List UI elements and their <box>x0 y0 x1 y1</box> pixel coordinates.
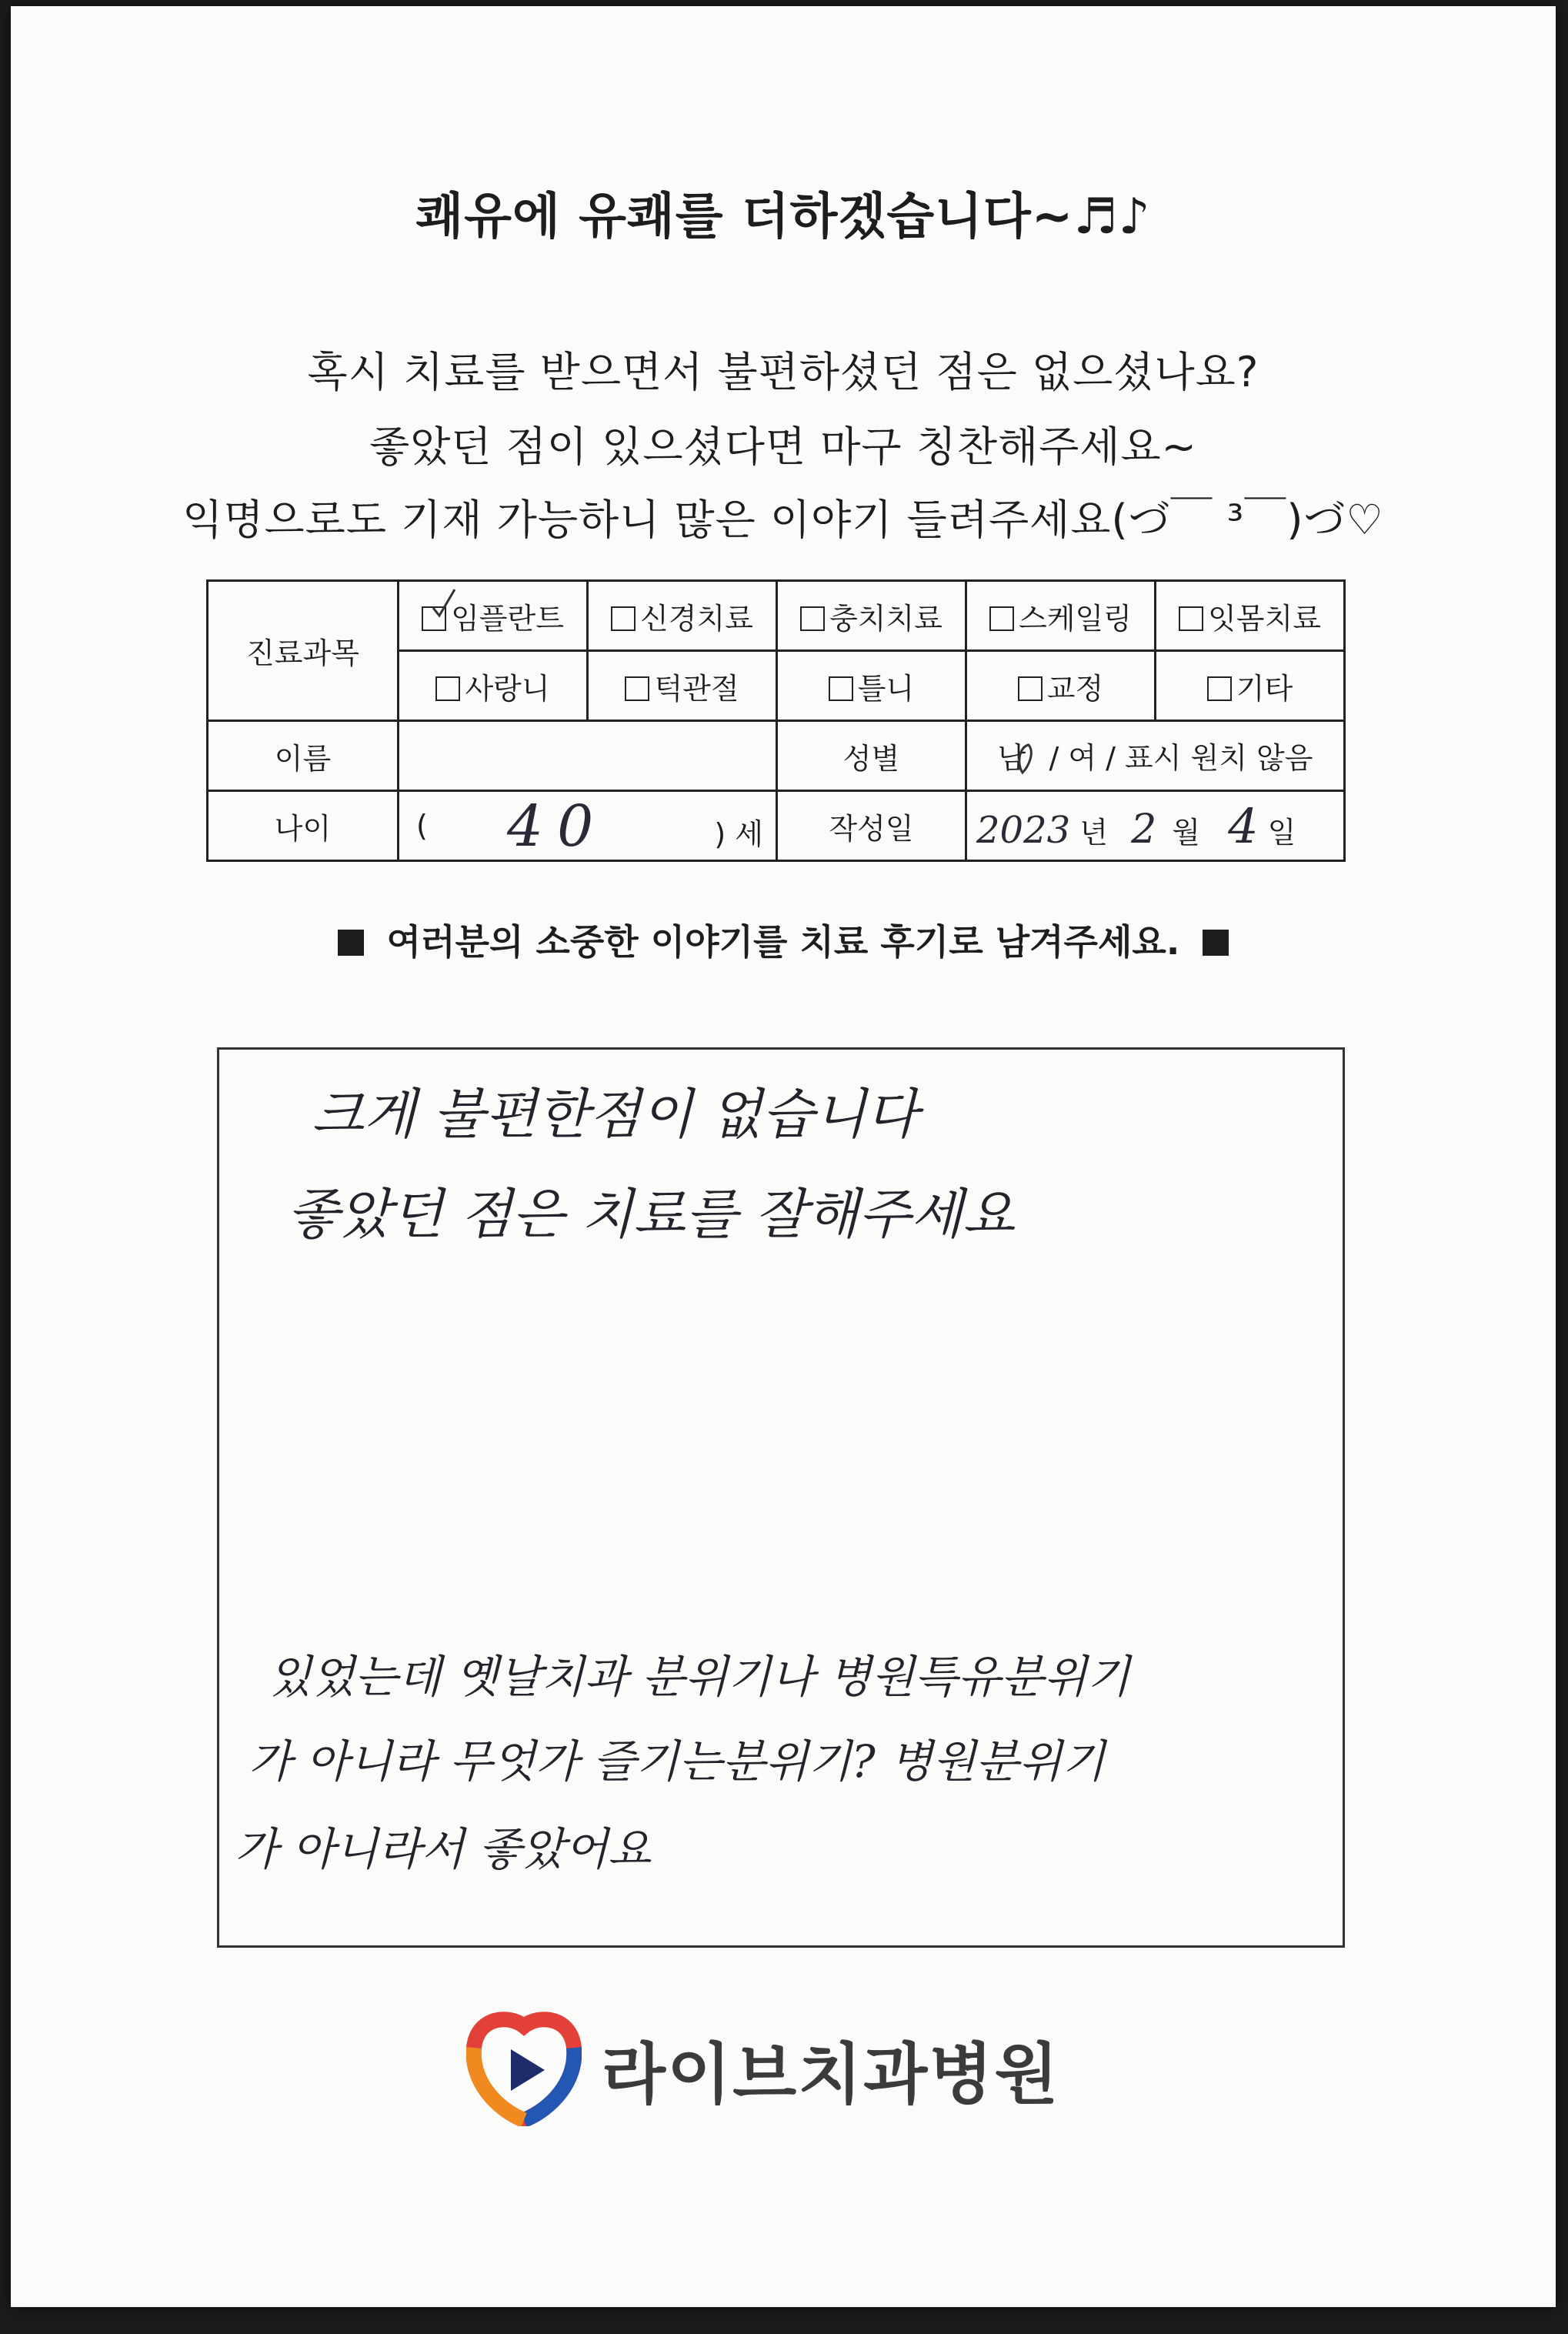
date-label: 작성일 <box>777 791 966 861</box>
department-option-label: 틀니 <box>857 671 915 706</box>
department-option-gum[interactable] <box>1156 581 1345 651</box>
age-unit: ) 세 <box>714 817 763 851</box>
department-option-cavity[interactable] <box>777 581 966 651</box>
gender-label: 성별 <box>777 721 966 791</box>
date-month: 2 <box>1131 806 1157 853</box>
name-field[interactable] <box>399 721 777 791</box>
checkbox-icon[interactable] <box>1018 676 1043 701</box>
gender-other-options: / 여 / 표시 원치 않음 <box>1049 741 1313 775</box>
review-line: 가 아니라 무엇가 즐기는분위기? 병원분위기 <box>249 1735 1106 1788</box>
checkbox-icon[interactable] <box>800 606 825 631</box>
check-mark-icon <box>429 585 459 623</box>
gender-option-male[interactable]: 남 <box>997 741 1026 775</box>
question-line-3: 익명으로도 기재 가능하니 많은 이야기 들려주세요(づ￣ ³￣)づ♡ <box>182 496 1384 544</box>
name-label: 이름 <box>208 721 399 791</box>
department-option-label: 충치치료 <box>829 601 942 636</box>
circle-mark-icon <box>1012 740 1039 777</box>
department-option-label: 턱관절 <box>654 671 739 706</box>
department-option-scaling[interactable] <box>966 581 1156 651</box>
review-line: 있었는데 옛날치과 분위기나 병원특유분위기 <box>269 1651 1130 1703</box>
department-option-wisdom-tooth[interactable] <box>399 651 588 721</box>
department-option-label: 임플란트 <box>451 601 564 636</box>
review-line: 가 아니라서 좋았어요 <box>235 1823 652 1875</box>
department-option-nerve[interactable] <box>588 581 777 651</box>
checkbox-icon[interactable] <box>625 676 649 701</box>
department-option-label: 기타 <box>1236 671 1293 706</box>
checkbox-icon[interactable] <box>829 676 853 701</box>
department-option-denture[interactable] <box>777 651 966 721</box>
review-text-area[interactable] <box>217 1047 1345 1948</box>
department-option-implant[interactable] <box>399 581 588 651</box>
review-line: 좋았던 점은 치료를 잘해주세요 <box>287 1183 1015 1246</box>
review-line: 크게 불편한점이 없습니다 <box>312 1083 919 1146</box>
hospital-name: 라이브치과병원 <box>602 2036 1060 2113</box>
department-option-label: 신경치료 <box>640 601 753 636</box>
checkbox-icon[interactable] <box>611 606 636 631</box>
department-option-label: 교정 <box>1046 671 1104 706</box>
department-label: 진료과목 <box>208 581 399 721</box>
square-bullet-icon <box>338 930 364 956</box>
banner-text: 여러분의 소중한 이야기를 치료 후기로 남겨주세요. <box>386 921 1180 963</box>
department-option-tmj[interactable] <box>588 651 777 721</box>
date-day: 4 <box>1228 797 1259 854</box>
square-bullet-icon <box>1203 930 1229 956</box>
department-option-label: 사랑니 <box>465 671 550 706</box>
checkbox-icon[interactable] <box>435 676 460 701</box>
department-option-orthodontics[interactable] <box>966 651 1156 721</box>
date-field[interactable] <box>966 791 1345 861</box>
gender-field[interactable] <box>966 721 1345 791</box>
question-line-2: 좋았던 점이 있으셨다면 마구 칭찬해주세요~ <box>369 422 1197 471</box>
age-open-paren: ( <box>416 809 428 843</box>
age-label: 나이 <box>208 791 399 861</box>
checkbox-icon[interactable] <box>1207 676 1232 701</box>
patient-info-table <box>206 579 1346 862</box>
age-value: 40 <box>507 793 608 860</box>
review-banner <box>11 914 1556 965</box>
play-heart-logo-icon <box>466 2011 582 2126</box>
page-title: 쾌유에 유쾌를 더하겠습니다~♬♪ <box>415 189 1151 245</box>
age-field[interactable] <box>399 791 777 861</box>
department-option-other[interactable] <box>1156 651 1345 721</box>
day-unit: 일 <box>1267 815 1296 850</box>
month-unit: 월 <box>1172 815 1200 850</box>
year-unit: 년 <box>1079 815 1108 850</box>
department-option-label: 잇몸치료 <box>1208 601 1321 636</box>
question-line-1: 혹시 치료를 받으면서 불편하셨던 점은 없으셨나요? <box>307 348 1259 396</box>
date-year: 2023 <box>976 808 1071 852</box>
survey-paper <box>11 6 1556 2307</box>
checkbox-icon[interactable] <box>989 606 1014 631</box>
checkbox-icon[interactable] <box>1179 606 1203 631</box>
hospital-logo <box>466 2011 1060 2126</box>
department-option-label: 스케일링 <box>1019 601 1132 636</box>
